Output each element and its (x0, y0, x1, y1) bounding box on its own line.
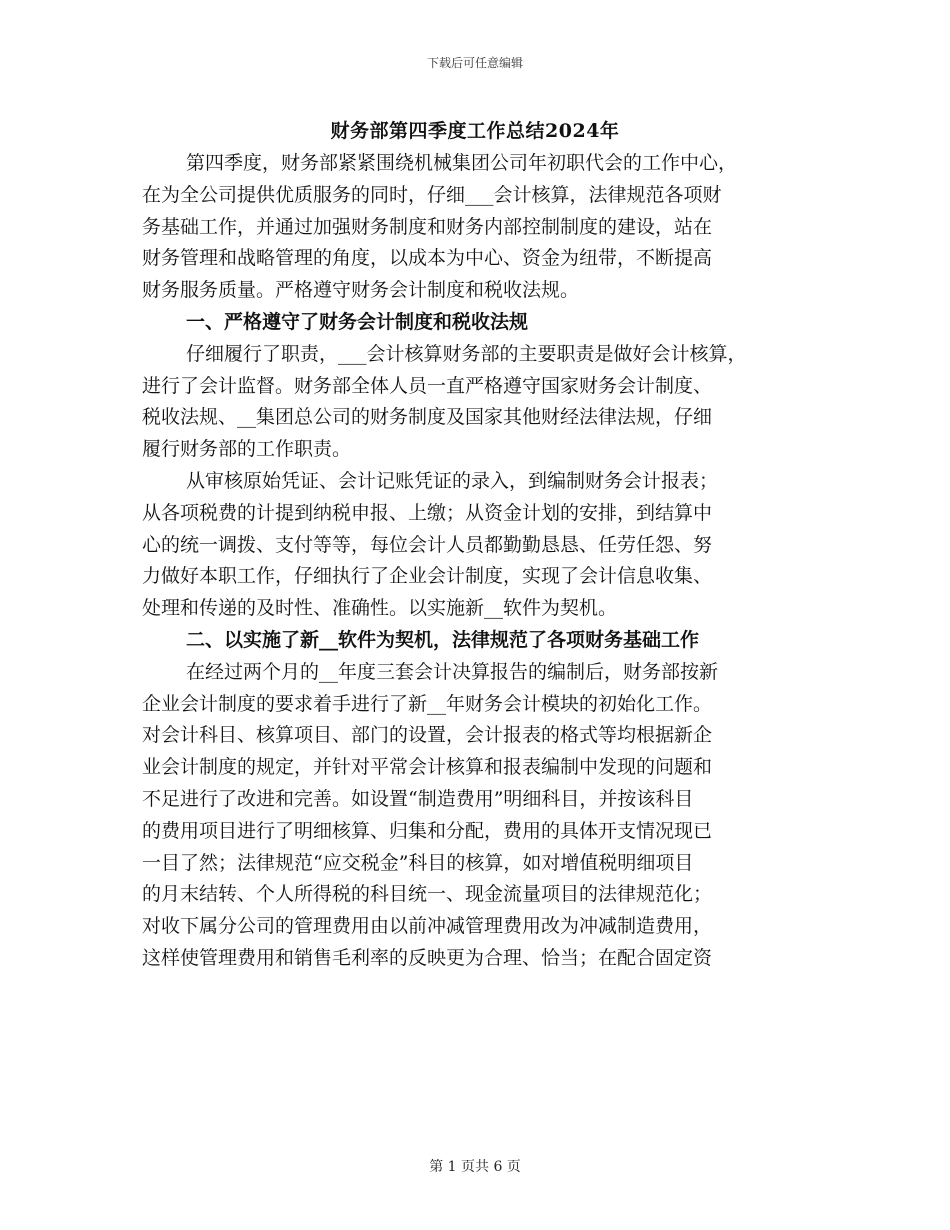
paragraph-line: 履行财务部的工作职责。 (142, 438, 352, 461)
paragraph-line: 的费用项目进行了明细核算、归集和分配，费用的具体开支情况现已 (142, 819, 713, 842)
paragraph-line: 的月末结转、个人所得税的科目统一、现金流量项目的法律规范化； (142, 883, 713, 906)
paragraph-line: 在经过两个月的__年度三套会计决算报告的编制后，财务部按新 (186, 660, 719, 683)
paragraph-line: 一目了然；法律规范“应交税金”科目的核算，如对增值税明细项目 (142, 851, 694, 874)
paragraph-line: 财务管理和战略管理的角度，以成本为中心、资金为纽带，不断提高 (142, 247, 713, 270)
paragraph-line: 进行了会计监督。财务部全体人员一直严格遵守国家财务会计制度、 (142, 374, 713, 397)
paragraph-line: 仔细履行了职责，___会计核算财务部的主要职责是做好会计核算， (186, 342, 747, 365)
paragraph-line: 在为全公司提供优质服务的同时，仔细___会计核算，法律规范各项财 (142, 183, 722, 206)
paragraph-line: 心的统一调拨、支付等等，每位会计人员都勤勤恳恳、任劳任怨、努 (142, 533, 713, 556)
paragraph-line: 力做好本职工作，仔细执行了企业会计制度，实现了会计信息收集、 (142, 565, 713, 588)
paragraph-line: 从各项税费的计提到纳税申报、上缴；从资金计划的安排，到结算中 (142, 501, 713, 524)
paragraph-line: 不足进行了改进和完善。如设置“制造费用”明细科目，并按该科目 (142, 787, 694, 810)
paragraph-line: 财务服务质量。严格遵守财务会计制度和税收法规。 (142, 279, 580, 302)
page-header-note: 下载后可任意编辑 (426, 56, 523, 70)
paragraph-line: 处理和传递的及时性、准确性。以实施新__软件为契机。 (142, 597, 618, 620)
paragraph-line: 税收法规、__集团总公司的财务制度及国家其他财经法律法规，仔细 (142, 406, 713, 429)
page-number-footer: 第 1 页共 6 页 (429, 1159, 521, 1175)
section-heading: 一、严格遵守了财务会计制度和税收法规 (186, 310, 529, 333)
paragraph-line: 这样使管理费用和销售毛利率的反映更为合理、恰当；在配合固定资 (142, 946, 713, 969)
paragraph-line: 对收下属分公司的管理费用由以前冲减管理费用改为冲减制造费用， (142, 915, 713, 938)
paragraph-line: 从审核原始凭证、会计记账凭证的录入，到编制财务会计报表； (186, 469, 719, 492)
document-body (142, 148, 808, 975)
paragraph-line: 业会计制度的规定，并针对平常会计核算和报表编制中发现的问题和 (142, 756, 713, 779)
paragraph-line: 企业会计制度的要求着手进行了新__年财务会计模块的初始化工作。 (142, 692, 713, 715)
paragraph-line: 对会计科目、核算项目、部门的设置，会计报表的格式等均根据新企 (142, 724, 713, 747)
paragraph-line: 务基础工作，并通过加强财务制度和财务内部控制制度的建设，站在 (142, 215, 713, 238)
paragraph-line: 第四季度，财务部紧紧围绕机械集团公司年初职代会的工作中心， (186, 152, 738, 174)
section-heading: 二、以实施了新__软件为契机，法律规范了各项财务基础工作 (186, 628, 700, 651)
document-title: 财务部第四季度工作总结2024年 (330, 120, 620, 142)
